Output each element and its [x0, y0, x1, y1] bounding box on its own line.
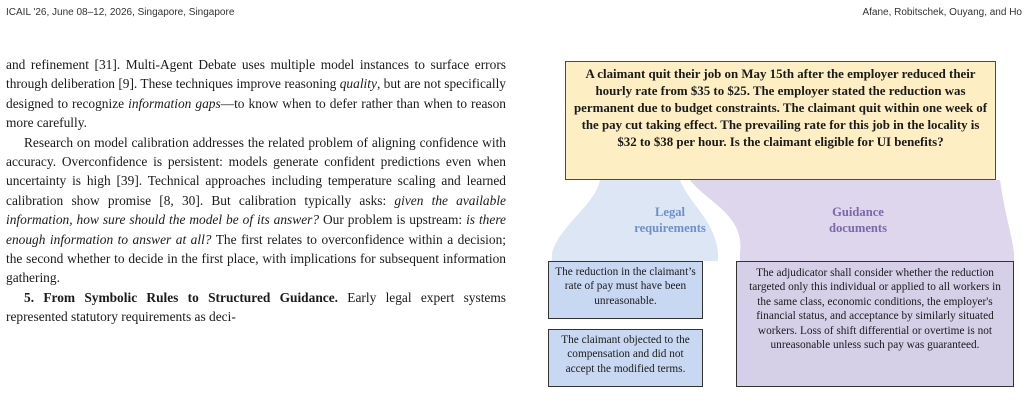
author-list: Afane, Robitschek, Ouyang, and Ho [862, 7, 1022, 18]
paragraph-3-text: Early legal expert systems represented statutory requirements as deci- [6, 289, 506, 325]
running-header [6, 7, 1022, 21]
paragraph-2: Research on model calibration addresses the related problem of aligning confidence with accuracy. Overconfidence is persistent: models generate confident predictions even when uncertainty is high [39]. Technical approaches including temperature scaling and learned calibration show promise [8, 30]. But calibration typically asks: given the available information, how sure should the model be of its answer? Our problem is upstream: is there enough information to answer at all? The first relates to overconfidence within a decision; the second whether to decide in the first place, with implications for subsequent information gathering. [6, 134, 506, 286]
section-heading: 5. From Symbolic Rules to Structured Guidance. [24, 289, 339, 305]
legal-requirement-card: The claimant objected to the compensation and did not accept the modified terms. [548, 329, 703, 387]
guidance-documents-label: Guidance documents [828, 205, 888, 235]
legal-requirement-card: The reduction in the claimant’s rate of pay must have been unreasonable. [548, 261, 703, 319]
body-text-column [6, 55, 506, 419]
guidance-document-card: The adjudicator shall consider whether the reduction targeted only this individual or applied to all workers in the same class, economic conditions, the employer's financial status, and acceptance by similarly situated workers. Loss of shift differential or overtime is not unreasonable unless such pay was guaranteed. [736, 261, 1014, 387]
figure-eligibility-example [540, 55, 1018, 410]
paragraph-1: and refinement [31]. Multi-Agent Debate uses multiple model instances to surface errors through deliberation [9]. These techniques improve reasoning quality, but are not specifically designed to recognize information gaps—to know when to defer rather than when to reason more carefully. [6, 57, 506, 131]
paragraph-3 [6, 288, 506, 327]
question-box: A claimant quit their job on May 15th after the employer reduced their hourly rate from $35 to $25. The employer stated the reduction was permanent due to budget constraints. The claimant quit within one week of the pay cut taking effect. The prevailing rate for this job in the locality is $32 to $38 per hour. Is the claimant eligible for UI benefits? [565, 61, 996, 180]
legal-requirements-label: Legal requirements [634, 205, 706, 235]
conference-info: ICAIL '26, June 08–12, 2026, Singapore, Singapore [6, 7, 235, 18]
